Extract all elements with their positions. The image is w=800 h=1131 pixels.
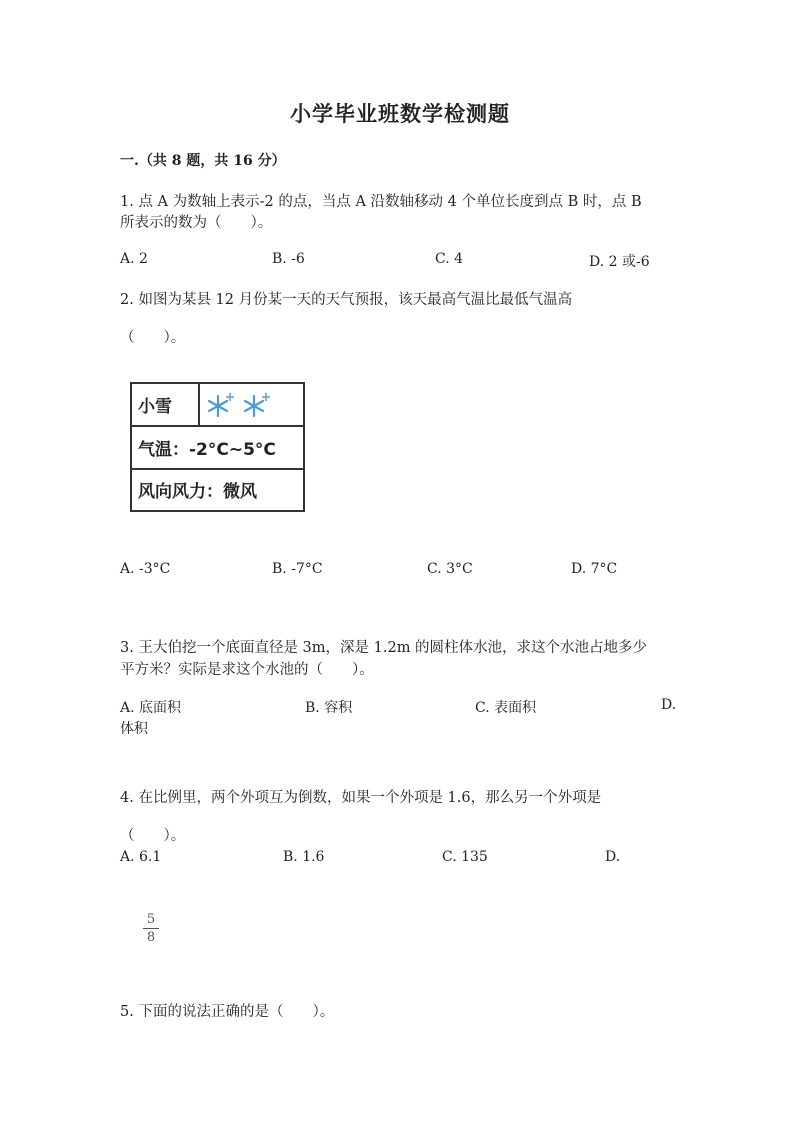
question-4-option-d-fraction [143, 912, 159, 945]
question-1-text-line2: 所表示的数为（ ）。 [120, 215, 273, 231]
weather-row-temperature [132, 427, 303, 470]
question-1-option-d: D. 2 或-6 [589, 254, 650, 270]
question-4-option-d: D. [605, 849, 621, 865]
weather-divider [198, 384, 200, 425]
question-4-text-line1: 4. 在比例里，两个外项互为倒数，如果一个外项是 1.6，那么另一个外项是 [120, 790, 602, 806]
question-5-text-line1: 5. 下面的说法正确的是（ ）。 [120, 1004, 335, 1020]
question-4-option-a: A. 6.1 [120, 849, 162, 865]
question-1-option-a: A. 2 [120, 251, 148, 267]
question-2-option-d: D. 7°C [571, 561, 618, 577]
question-2-option-a: A. -3°C [120, 561, 171, 577]
page-title: 小学毕业班数学检测题 [290, 101, 510, 126]
question-1-option-c: C. 4 [435, 251, 464, 267]
weather-temperature: 气温：-2°C~5°C [138, 440, 276, 460]
weather-row-wind [132, 470, 303, 509]
snowflake-icon [242, 391, 272, 419]
question-3-text-line1: 3. 王大伯挖一个底面直径是 3m，深是 1.2m 的圆柱体水池，求这个水池占地多少 [120, 640, 648, 656]
weather-wind: 风向风力：微风 [138, 482, 257, 502]
question-4-option-c: C. 135 [442, 849, 488, 865]
question-3-option-d: D. [661, 697, 677, 713]
fraction-numerator: 5 [146, 912, 156, 927]
question-2-option-b: B. -7°C [272, 561, 323, 577]
question-2-text-line2: （ ）。 [120, 330, 186, 346]
question-1-option-b: B. -6 [272, 251, 305, 267]
section-heading: 一.（共 8 题，共 16 分） [120, 153, 286, 169]
question-1-text-line1: 1. 点 A 为数轴上表示-2 的点，当点 A 沿数轴移动 4 个单位长度到点 B 时，点 B [120, 194, 642, 210]
weather-condition: 小雪 [138, 397, 172, 417]
question-4-option-b: B. 1.6 [283, 849, 325, 865]
question-2-text-line1: 2. 如图为某县 12 月份某一天的天气预报，该天最高气温比最低气温高 [120, 292, 573, 308]
question-2-option-c: C. 3°C [427, 561, 473, 577]
fraction-bar [143, 928, 159, 929]
weather-forecast-figure [130, 382, 305, 512]
weather-row-condition [132, 384, 303, 427]
snowflake-icon [206, 391, 236, 419]
question-3-option-d-text: 体积 [120, 721, 148, 737]
question-3-text-line2: 平方米？实际是求这个水池的（ ）。 [120, 662, 374, 678]
question-4-text-line2: （ ）。 [120, 828, 186, 844]
question-3-option-c: C. 表面积 [475, 700, 537, 716]
question-3-option-a: A. 底面积 [120, 700, 182, 716]
weather-icons [206, 384, 278, 425]
fraction-denominator: 8 [146, 930, 156, 945]
question-3-option-b: B. 容积 [305, 700, 353, 716]
